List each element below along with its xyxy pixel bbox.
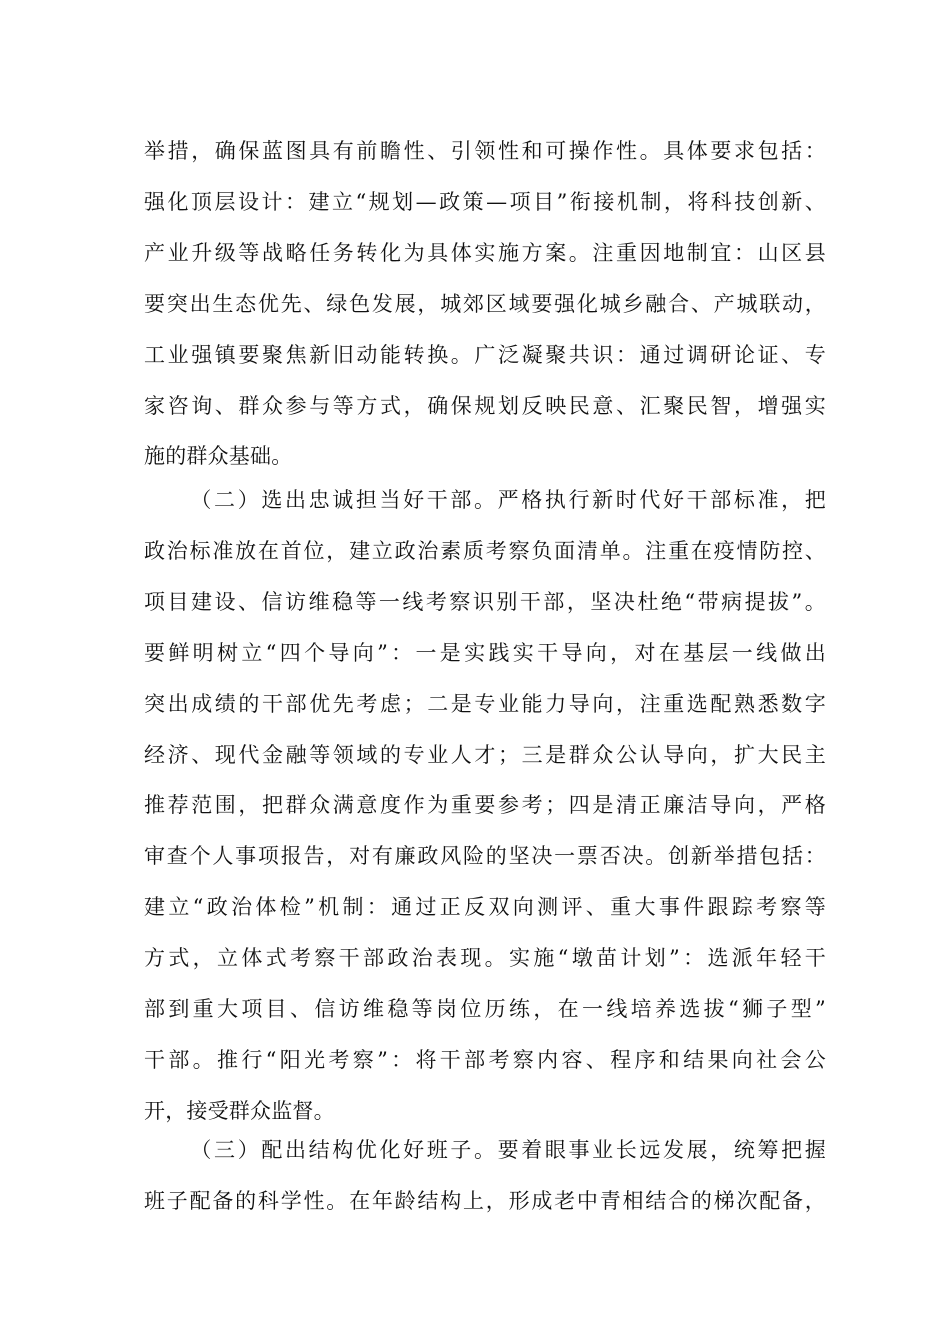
paragraph-line: 方式，立体式考察干部政治表现。实施“墩苗计划”：选派年轻干 (144, 946, 826, 971)
paragraph-line: 干部。推行“阳光考察”：将干部考察内容、程序和结果向社会公 (144, 1047, 826, 1072)
paragraph-line: 审查个人事项报告，对有廉政风险的坚决一票否决。创新举措包括： (144, 844, 826, 869)
paragraph-line: 经济、现代金融等领域的专业人才；三是群众公认导向，扩大民主 (144, 742, 826, 767)
paragraph-2 (144, 475, 826, 1137)
paragraph-1 (144, 126, 826, 482)
paragraph-line: 施的群众基础。 (144, 444, 293, 469)
paragraph-line: 建立“政治体检”机制：通过正反双向测评、重大事件跟踪考察等 (144, 895, 826, 920)
paragraph-line: 政治标准放在首位，建立政治素质考察负面清单。注重在疫情防控、 (144, 538, 826, 563)
paragraph-line: 推荐范围，把群众满意度作为重要参考；四是清正廉洁导向，严格 (144, 793, 826, 818)
paragraph-line: 工业强镇要聚焦新旧动能转换。广泛凝聚共识：通过调研论证、专 (144, 342, 826, 367)
paragraph-line (144, 1125, 826, 1176)
paragraph-first-line-text: （三）配出结构优化好班子。要着眼事业长远发展，统筹把握 (188, 1138, 826, 1162)
paragraph-line (144, 475, 826, 526)
paragraph-line: 班子配备的科学性。在年龄结构上，形成老中青相结合的梯次配备， (144, 1188, 826, 1213)
paragraph-line: 强化顶层设计：建立“规划—政策—项目”衔接机制，将科技创新、 (144, 189, 826, 214)
paragraph-line: 部到重大项目、信访维稳等岗位历练，在一线培养选拔“狮子型” (144, 997, 826, 1022)
paragraph-line: 家咨询、群众参与等方式，确保规划反映民意、汇聚民智，增强实 (144, 393, 826, 418)
paragraph-line: 开，接受群众监督。 (144, 1098, 335, 1123)
paragraph-line: 项目建设、信访维稳等一线考察识别干部，坚决杜绝“带病提拔”。 (144, 589, 826, 614)
paragraph-first-line-text: （二）选出忠诚担当好干部。严格执行新时代好干部标准，把 (188, 488, 826, 512)
paragraph-line: 要突出生态优先、绿色发展，城郊区域要强化城乡融合、产城联动， (144, 291, 826, 316)
paragraph-line: 突出成绩的干部优先考虑；二是专业能力导向，注重选配熟悉数字 (144, 691, 826, 716)
paragraph-line: 举措，确保蓝图具有前瞻性、引领性和可操作性。具体要求包括： (144, 139, 826, 163)
paragraph-line: 产业升级等战略任务转化为具体实施方案。注重因地制宜：山区县 (144, 240, 826, 265)
paragraph-3 (144, 1125, 826, 1227)
paragraph-line: 要鲜明树立“四个导向”：一是实践实干导向，对在基层一线做出 (144, 640, 826, 665)
